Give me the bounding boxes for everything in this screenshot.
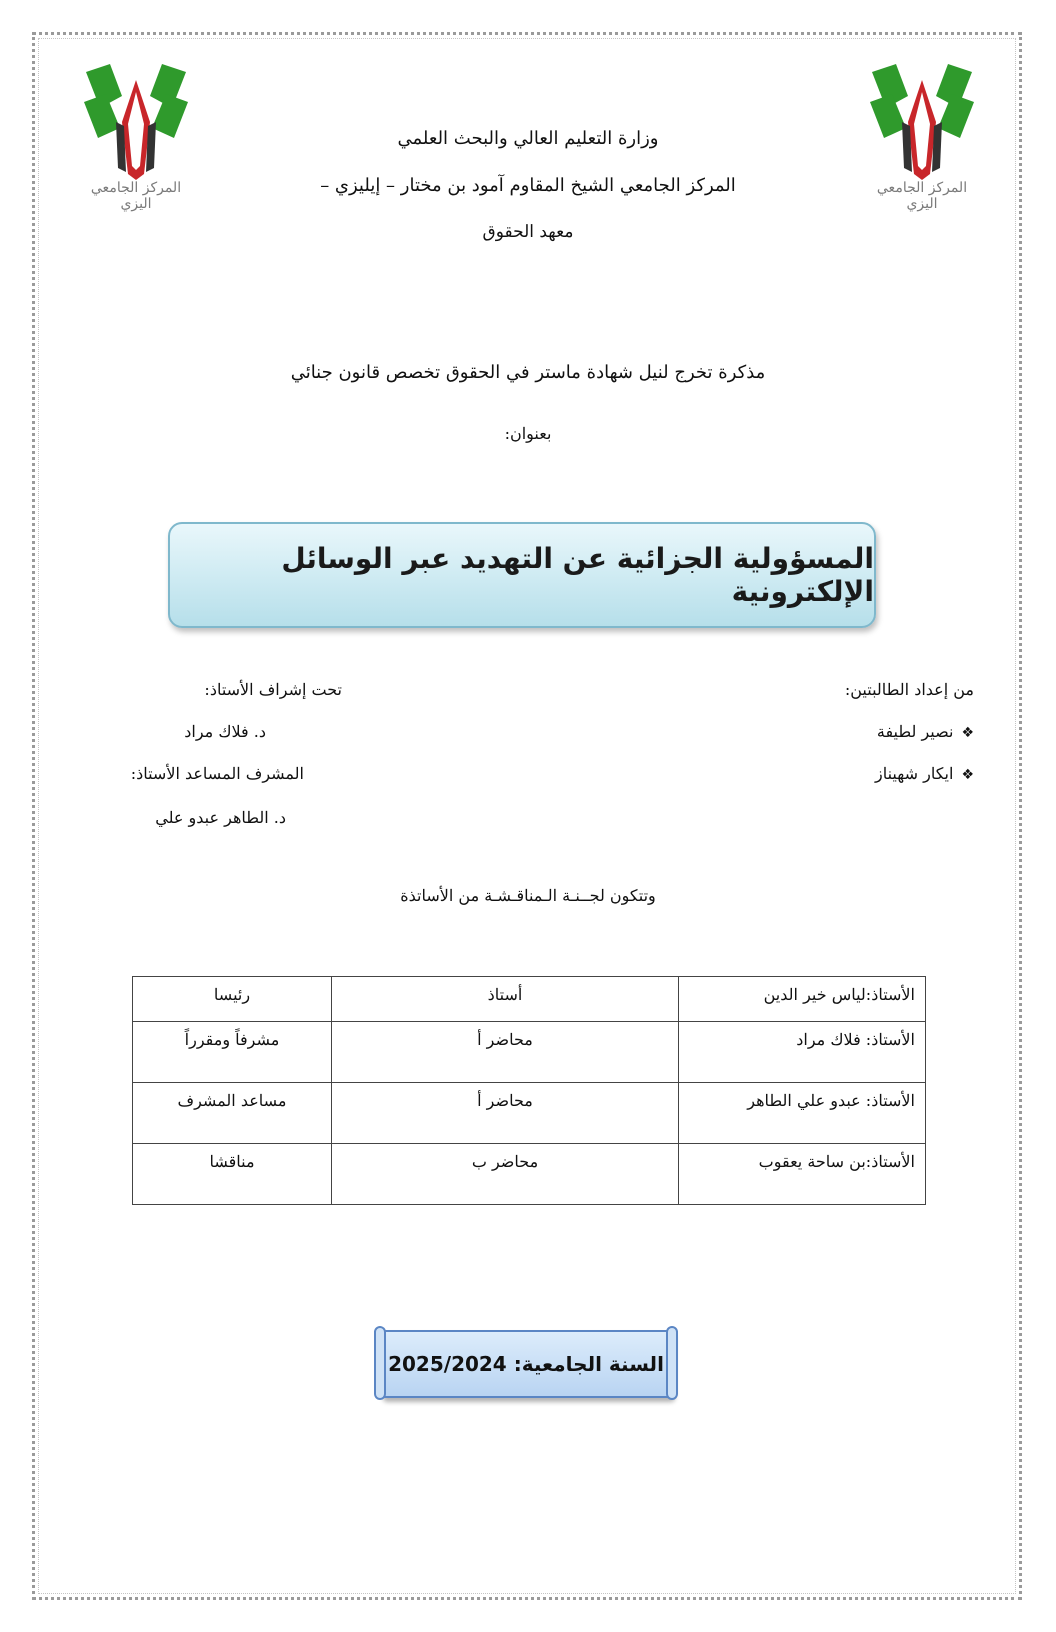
ministry-name: وزارة التعليم العالي والبحث العلمي (397, 128, 659, 149)
university-center-name: المركز الجامعي الشيخ المقاوم آمود بن مختار – إيليزي – (320, 175, 736, 196)
student-name: ايكار شهيناز (874, 764, 954, 783)
thesis-title: المسؤولية الجزائية عن التهديد عبر الوسائل الإلكترونية (281, 542, 874, 608)
committee-intro: وتتكون لجــنـة الـمناقـشـة من الأساتذة (400, 886, 656, 905)
assistant-supervisor-name: د. الطاهر عبدو علي (155, 808, 286, 827)
committee-table (132, 976, 926, 1205)
table-row (133, 1083, 926, 1144)
bullet-diamond-icon: ❖ (961, 767, 974, 783)
bullet-diamond-icon: ❖ (961, 725, 974, 741)
student-item (877, 722, 974, 741)
logo-caption: المركز الجامعي اليزي (876, 180, 968, 212)
member-rank: محاضر أ (332, 1083, 679, 1144)
member-role: مناقشا (133, 1144, 332, 1205)
academic-year: السنة الجامعية: 2025/2024 (388, 1352, 664, 1376)
member-role: مشرفاً ومقرراً (133, 1022, 332, 1083)
supervisor-name: د. فلاك مراد (184, 722, 266, 741)
logo-emblem-icon (866, 62, 978, 192)
member-name: الأستاذ:لياس خير الدين (679, 977, 926, 1022)
member-name: الأستاذ:بن ساحة يعقوب (679, 1144, 926, 1205)
institute-name: معهد الحقوق (482, 222, 574, 242)
table-row (133, 1022, 926, 1083)
academic-year-banner (380, 1330, 672, 1398)
degree-line: مذكرة تخرج لنيل شهادة ماستر في الحقوق تخصص قانون جنائي (290, 362, 766, 383)
supervisor-label: تحت إشراف الأستاذ: (204, 680, 342, 699)
student-name: نصير لطيفة (876, 722, 954, 741)
member-rank: محاضر ب (332, 1144, 679, 1205)
member-name: الأستاذ: عبدو علي الطاهر (679, 1083, 926, 1144)
table-row (133, 977, 926, 1022)
students-label: من إعداد الطالبتين: (844, 680, 974, 699)
member-name: الأستاذ: فلاك مراد (679, 1022, 926, 1083)
title-label: بعنوان: (504, 424, 552, 443)
thesis-title-box (168, 522, 876, 628)
member-rank: محاضر أ (332, 1022, 679, 1083)
member-role: رئيسا (133, 977, 332, 1022)
student-item (875, 764, 974, 783)
member-role: مساعد المشرف (133, 1083, 332, 1144)
logo-caption: المركز الجامعي اليزي (90, 180, 182, 212)
assistant-supervisor-label: المشرف المساعد الأستاذ: (130, 764, 304, 783)
member-rank: أستاذ (332, 977, 679, 1022)
logo-emblem-icon (80, 62, 192, 192)
table-row (133, 1144, 926, 1205)
